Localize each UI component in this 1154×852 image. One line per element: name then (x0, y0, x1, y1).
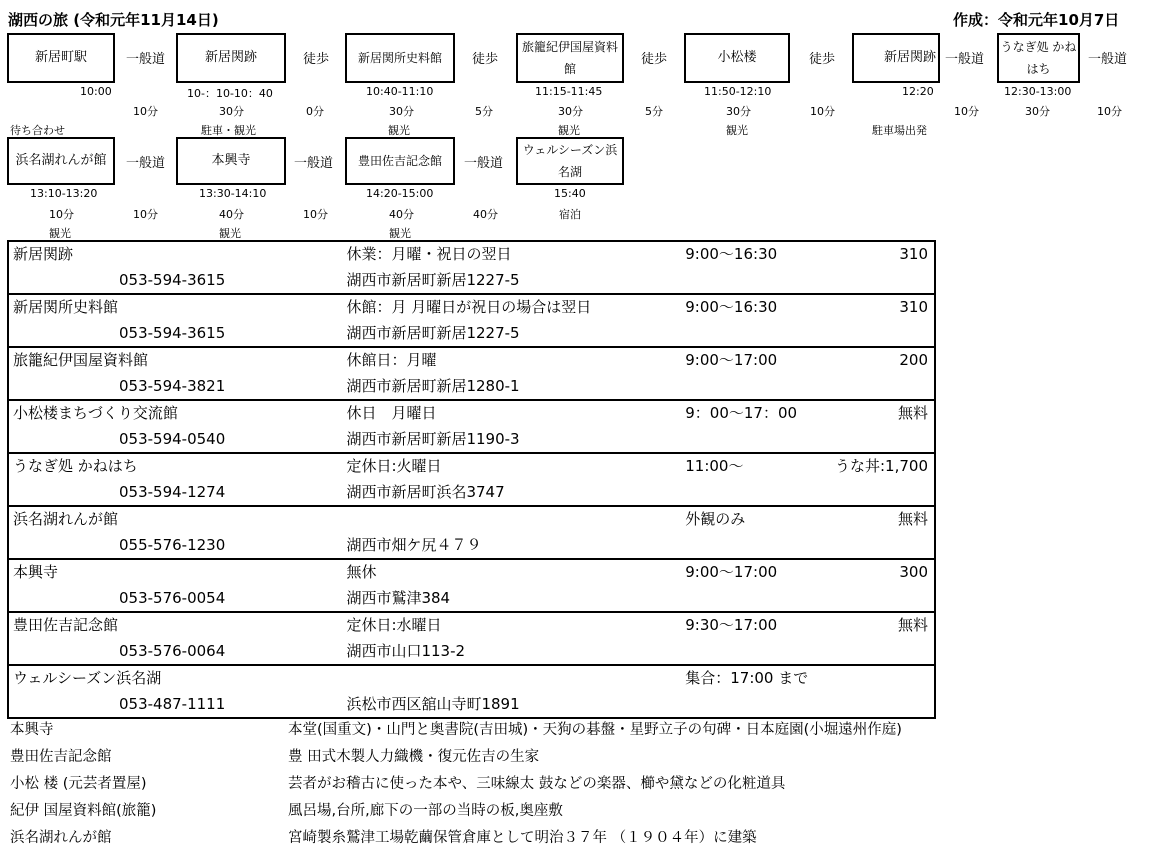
stay-time: 30分 (219, 105, 244, 118)
route-box-label: 本興寺 (211, 153, 251, 168)
place-address: 湖西市山口113-2 (346, 641, 466, 660)
empty-cell (831, 639, 935, 666)
place-row-detail (8, 427, 935, 454)
route-box-label: 旅籠紀伊国屋資料館 (521, 40, 618, 76)
place-closed (342, 506, 681, 533)
route-note: 駐車・観光 (201, 124, 256, 137)
place-hours: 9:00～17:00 (681, 559, 831, 586)
route-link: 一般道 (464, 156, 504, 171)
route-time: 15:40 (554, 187, 586, 200)
route-note: 駐車場出発 (872, 124, 927, 137)
place-fee: 無料 (831, 612, 935, 639)
place-closed: 休館日：月曜 (342, 347, 681, 374)
route-time: 13:30-14:10 (199, 187, 267, 200)
place-phone: 055-576-1230 (119, 535, 226, 554)
stay-time: 30分 (389, 105, 414, 118)
place-phone: 053-576-0054 (119, 588, 226, 607)
created-date: 作成：令和元年10月7日 (953, 11, 1120, 29)
place-row (8, 559, 935, 586)
note-name: 本興寺 (10, 722, 54, 738)
place-name: 新居関跡 (13, 245, 74, 264)
route-box (7, 33, 115, 83)
note-name: 紀伊 国屋資料館(旅籠) (10, 803, 157, 819)
route-time: 10:00 (80, 85, 112, 98)
route-box (997, 33, 1080, 83)
note-item (10, 717, 902, 744)
place-address: 湖西市新居町新居1280-1 (346, 376, 520, 395)
note-desc: 宮崎製糸鷲津工場乾繭保管倉庫として明治３７年 （１９０４年）に建築 (288, 830, 757, 846)
route-note: 観光 (726, 124, 748, 137)
place-closed: 定休日:火曜日 (342, 453, 681, 480)
route-box (852, 33, 940, 83)
note-desc: 芸者がお稽古に使った本や、三味線太 鼓などの楽器、櫛や黛などの化粧道具 (288, 776, 786, 792)
place-hours: 9:00～17:00 (681, 347, 831, 374)
empty-cell (831, 427, 935, 454)
route-link: 一般道 (294, 156, 334, 171)
route-link: 一般道 (945, 52, 985, 67)
route-note: 観光 (49, 227, 71, 240)
place-address: 湖西市新居町新居1227-5 (346, 270, 520, 289)
place-closed: 休業：月曜・祝日の翌日 (346, 245, 512, 264)
place-fee: 310 (899, 245, 928, 264)
route-box (345, 137, 455, 185)
note-desc: 本堂(国重文)・山門と奥書院(吉田城)・天狗の碁盤・星野立子の句碑・日本庭園(小堀遠州作庭) (288, 722, 902, 738)
travel-time: 10分 (954, 105, 979, 118)
note-item (10, 825, 757, 852)
stay-time: 10分 (49, 208, 74, 221)
place-row-detail (8, 586, 935, 613)
notes-section (10, 717, 902, 846)
place-address: 湖西市新居町新居1190-3 (346, 429, 520, 448)
note-desc: 風呂場,台所,廊下の一部の当時の板,奥座敷 (288, 803, 563, 819)
note-name: 浜名湖れんが館 (10, 830, 112, 846)
place-address: 湖西市新居町新居1227-5 (346, 323, 520, 342)
place-phone: 053-594-3821 (119, 376, 226, 395)
route-time: 11:50-12:10 (704, 85, 772, 98)
place-hours: 外観のみ (681, 506, 831, 533)
empty-cell (681, 533, 831, 560)
place-row-detail (8, 692, 935, 719)
note-item (10, 771, 786, 798)
place-name: 新居関所史料館 (8, 294, 342, 321)
place-name: 浜名湖れんが館 (8, 506, 342, 533)
place-row (8, 506, 935, 533)
route-link: 一般道 (126, 156, 166, 171)
route-box-label: 豊田佐吉記念館 (357, 154, 442, 168)
route-note: 観光 (219, 227, 241, 240)
place-row-detail (8, 321, 935, 348)
note-item (10, 798, 563, 825)
route-time: 12:30-13:00 (1004, 85, 1072, 98)
place-row-detail (8, 639, 935, 666)
place-phone: 053-594-1274 (119, 482, 226, 501)
route-time: 13:10-13:20 (30, 187, 98, 200)
travel-time: 10分 (810, 105, 835, 118)
place-address: 湖西市新居町浜名3747 (346, 482, 505, 501)
empty-cell (681, 692, 831, 719)
route-box-label: 新居関所史料館 (357, 51, 442, 65)
route-time: 10-：10-10：40 (187, 87, 273, 100)
travel-time: 5分 (645, 105, 663, 118)
route-time: 11:15-11:45 (535, 85, 603, 98)
place-address: 湖西市鷲津384 (346, 588, 451, 607)
route-box-label: うなぎ処 かねはち (1000, 40, 1077, 76)
stay-time: 30分 (726, 105, 751, 118)
route-link: 徒歩 (472, 52, 499, 67)
place-fee (831, 665, 935, 692)
route-box (516, 137, 624, 185)
route-note: 観光 (558, 124, 580, 137)
place-row (8, 453, 935, 480)
place-closed: 休日 月曜日 (342, 400, 681, 427)
place-name: 小松楼まちづくり交流館 (8, 400, 342, 427)
stay-note: 宿泊 (559, 208, 581, 221)
stay-time: 40分 (389, 208, 414, 221)
route-box-label: 小松楼 (717, 50, 757, 65)
place-fee: 310 (831, 294, 935, 321)
route-box-label: 新居関跡 (883, 50, 936, 65)
place-address: 浜松市西区舘山寺町1891 (346, 694, 520, 713)
place-hours: 9:30～17:00 (681, 612, 831, 639)
place-fee: 無料 (831, 506, 935, 533)
place-hours: 集合：17:00 まで (681, 665, 831, 692)
place-fee: 無料 (831, 400, 935, 427)
route-box (516, 33, 624, 83)
route-time: 10:40-11:10 (366, 85, 434, 98)
empty-cell (831, 374, 935, 401)
place-row (8, 294, 935, 321)
route-box-label: 新居関跡 (204, 50, 257, 65)
place-name: 豊田佐吉記念館 (8, 612, 342, 639)
place-closed: 定休日:水曜日 (342, 612, 681, 639)
place-name: 本興寺 (8, 559, 342, 586)
travel-time: 10分 (133, 208, 158, 221)
place-phone: 053-576-0064 (119, 641, 226, 660)
place-row-detail (8, 533, 935, 560)
place-hours: 9:00～16:30 (685, 245, 778, 264)
empty-cell (831, 268, 935, 295)
route-link: 一般道 (1088, 52, 1128, 67)
places-table (7, 240, 936, 719)
place-row-detail (8, 268, 935, 295)
empty-cell (681, 480, 831, 507)
empty-cell (831, 692, 935, 719)
place-fee: 300 (831, 559, 935, 586)
route-box (176, 33, 286, 83)
empty-cell (681, 586, 831, 613)
empty-cell (681, 374, 831, 401)
route-box (345, 33, 455, 83)
place-row (8, 665, 935, 692)
route-note: 待ち合わせ (10, 124, 65, 137)
place-phone: 053-594-3615 (119, 323, 226, 342)
travel-time: 10分 (303, 208, 328, 221)
travel-time: 10分 (133, 105, 158, 118)
place-row (8, 347, 935, 374)
route-box (684, 33, 790, 83)
stay-time: 40分 (219, 208, 244, 221)
note-item (10, 744, 540, 771)
place-row-detail (8, 374, 935, 401)
stay-time: 30分 (558, 105, 583, 118)
empty-cell (681, 268, 831, 295)
place-fee: 200 (831, 347, 935, 374)
route-note: 観光 (389, 227, 411, 240)
place-hours: 11:00～ (681, 453, 831, 480)
place-closed: 無休 (342, 559, 681, 586)
place-address: 湖西市畑ケ尻４７９ (346, 535, 482, 554)
note-name: 豊田佐吉記念館 (10, 749, 112, 765)
place-hours: 9：00～17：00 (681, 400, 831, 427)
empty-cell (831, 480, 935, 507)
route-box-label: 浜名湖れんが館 (15, 153, 107, 168)
route-link: 一般道 (126, 52, 166, 67)
empty-cell (681, 639, 831, 666)
travel-time: 10分 (1097, 105, 1122, 118)
empty-cell (831, 321, 935, 348)
place-hours: 9:00～16:30 (681, 294, 831, 321)
place-row (8, 241, 935, 268)
route-box-label: ウェルシーズン浜名湖 (522, 143, 618, 179)
empty-cell (831, 586, 935, 613)
travel-time: 40分 (473, 208, 498, 221)
place-row (8, 400, 935, 427)
travel-time: 0分 (306, 105, 324, 118)
place-closed: 休館：月 月曜日が祝日の場合は翌日 (342, 294, 681, 321)
page-title: 湖西の旅 (令和元年11月14日) (8, 11, 219, 29)
place-row-detail (8, 480, 935, 507)
route-box (176, 137, 286, 185)
place-name: うなぎ処 かねはち (8, 453, 342, 480)
place-closed (342, 665, 681, 692)
route-link: 徒歩 (303, 52, 330, 67)
route-note: 観光 (388, 124, 410, 137)
note-desc: 豊 田式木製人力織機・復元佐吉の生家 (288, 749, 540, 765)
route-time: 14:20-15:00 (366, 187, 434, 200)
empty-cell (831, 533, 935, 560)
place-phone: 053-594-3615 (119, 270, 226, 289)
stay-time: 30分 (1025, 105, 1050, 118)
place-row (8, 612, 935, 639)
route-box-label: 新居町駅 (34, 50, 87, 65)
travel-time: 5分 (475, 105, 493, 118)
place-phone: 053-487-1111 (119, 694, 226, 713)
route-link: 徒歩 (809, 52, 836, 67)
route-time: 12:20 (902, 85, 934, 98)
note-name: 小松 楼 (元芸者置屋) (10, 776, 147, 792)
empty-cell (681, 427, 831, 454)
route-link: 徒歩 (641, 52, 668, 67)
place-name: 旅籠紀伊国屋資料館 (8, 347, 342, 374)
empty-cell (681, 321, 831, 348)
place-name: ウェルシーズン浜名湖 (8, 665, 342, 692)
route-box (7, 137, 115, 185)
place-phone: 053-594-0540 (119, 429, 226, 448)
place-fee: うな丼:1,700 (831, 453, 935, 480)
